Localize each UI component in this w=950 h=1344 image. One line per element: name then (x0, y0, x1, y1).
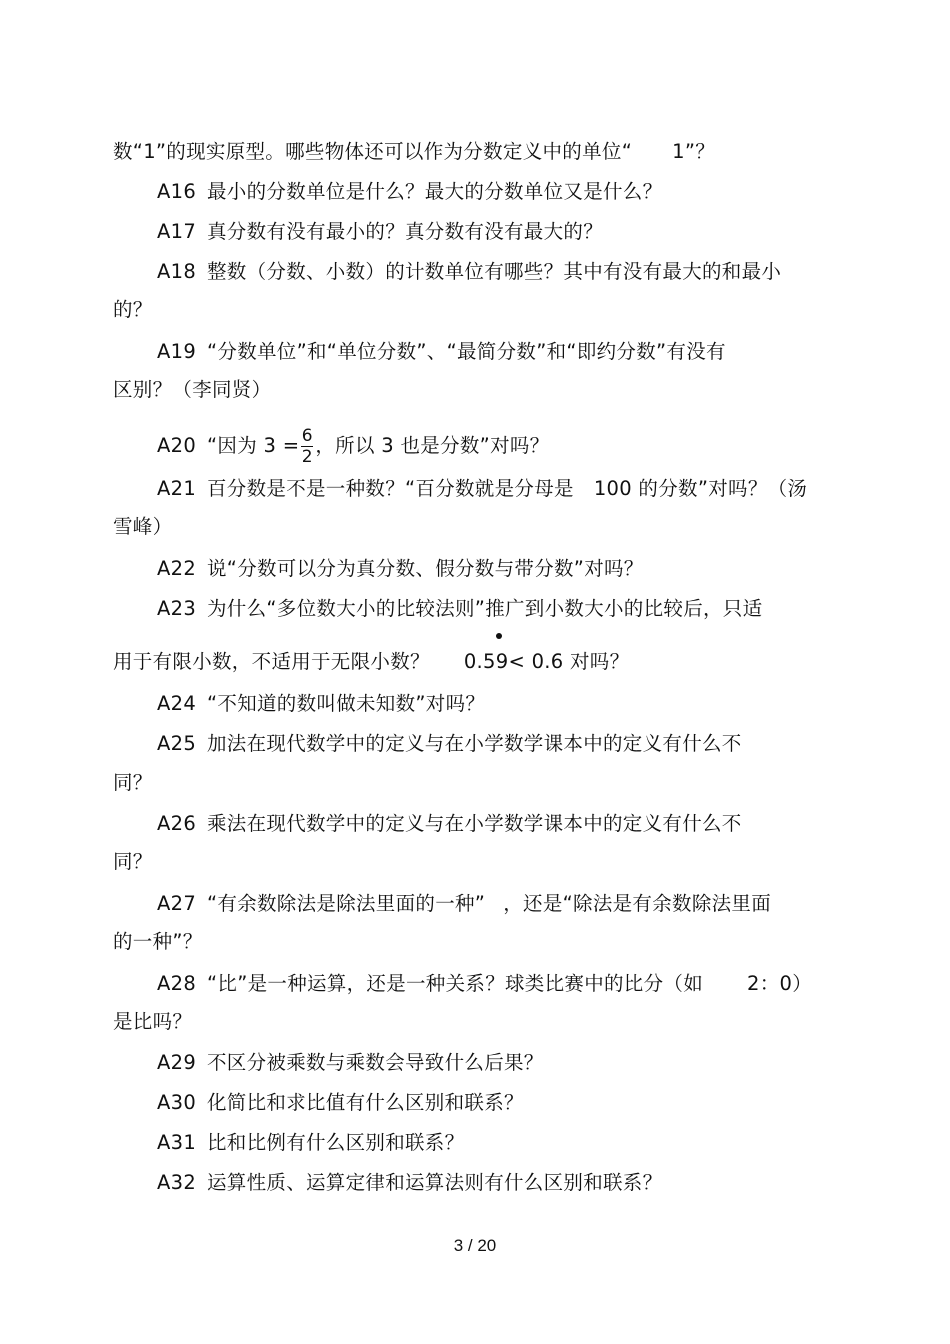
question-continuation: 用于有限小数，不适用于无限小数？ 0.59< 0.6 对吗？ (113, 650, 629, 674)
question-text: 加法在现代数学中的定义与在小学数学课本中的定义有什么不 (207, 732, 742, 755)
question-text: 乘法在现代数学中的定义与在小学数学课本中的定义有什么不 (207, 812, 742, 835)
repeating-decimal: 0.59 (464, 650, 509, 674)
question-a27 (157, 892, 771, 916)
question-text: 100 的分数”对吗？（汤 (593, 477, 808, 500)
question-text: ，所以 3 也是分数”对吗？ (315, 434, 550, 457)
question-continuation: 是比吗？ (113, 1010, 193, 1033)
question-number: A18 (157, 260, 197, 283)
question-number: A27 (157, 892, 197, 915)
question-a19 (157, 340, 726, 364)
question-text: 化简比和求比值有什么区别和联系？ (207, 1091, 524, 1114)
question-text: 真分数有没有最小的？真分数有没有最大的？ (207, 220, 604, 243)
question-text: 比和比例有什么区别和联系？ (207, 1131, 465, 1154)
page-number: 3 / 20 (453, 1236, 497, 1255)
question-a17 (157, 220, 603, 244)
question-a29 (157, 1051, 544, 1075)
question-a20 (157, 426, 549, 467)
question-number: A24 (157, 692, 197, 715)
question-text: “分数单位”和“单位分数”、“最简分数”和“即约分数”有没有 (207, 340, 726, 363)
question-text: 为什么“多位数大小的比较法则”推广到小数大小的比较后，只适 (207, 597, 763, 620)
fraction: $\frac{6}{2}$ (301, 426, 313, 467)
question-text: 不区分被乘数与乘数会导致什么后果？ (207, 1051, 544, 1074)
question-number: A16 (157, 180, 197, 203)
question-a16 (157, 180, 662, 204)
question-number: A28 (157, 972, 197, 995)
question-number: A19 (157, 340, 197, 363)
question-number: A25 (157, 732, 197, 755)
question-text: “不知道的数叫做未知数”对吗？ (207, 692, 486, 715)
paragraph-line: 数“1”的现实原型。哪些物体还可以作为分数定义中的单位“ 1”？ (113, 140, 716, 163)
question-a22 (157, 557, 644, 581)
question-number: A29 (157, 1051, 197, 1074)
question-number: A32 (157, 1171, 197, 1194)
question-text: 说“分数可以分为真分数、假分数与带分数”对吗？ (207, 557, 644, 580)
question-continuation: 的？ (113, 298, 153, 321)
question-a23 (157, 597, 762, 621)
question-number: A31 (157, 1131, 197, 1154)
question-number: A30 (157, 1091, 197, 1114)
question-number: A26 (157, 812, 197, 835)
question-continuation: 雪峰） (113, 515, 173, 538)
question-text: ，还是“除法是有余数除法里面 (503, 892, 772, 915)
question-number: A21 (157, 477, 197, 500)
question-a28 (157, 972, 812, 996)
question-a31 (157, 1131, 464, 1155)
question-text: 2：0） (747, 972, 813, 995)
question-a26 (157, 812, 742, 836)
question-text: “比”是一种运算，还是一种关系？球类比赛中的比分（如 (207, 972, 704, 995)
question-text: 运算性质、运算定律和运算法则有什么区别和联系？ (207, 1171, 663, 1194)
question-text: 百分数是不是一种数？“百分数就是分母是 (207, 477, 574, 500)
question-continuation: 区别？（李同贤） (113, 378, 272, 401)
question-continuation: 同？ (113, 771, 153, 794)
question-text: “有余数除法是除法里面的一种” (207, 892, 486, 915)
question-text: 最小的分数单位是什么？最大的分数单位又是什么？ (207, 180, 663, 203)
question-a21 (157, 477, 807, 501)
question-a30 (157, 1091, 524, 1115)
question-a18 (157, 260, 781, 284)
repeating-dot-icon (496, 633, 502, 639)
question-number: A17 (157, 220, 197, 243)
question-continuation: 同？ (113, 850, 153, 873)
question-a25 (157, 732, 742, 756)
question-a32 (157, 1171, 662, 1195)
question-text: 整数（分数、小数）的计数单位有哪些？其中有没有最大的和最小 (207, 260, 782, 283)
question-text: “因为 3 = (207, 434, 300, 457)
question-continuation: 的一种”？ (113, 930, 203, 953)
question-number: A20 (157, 434, 197, 457)
question-a24 (157, 692, 485, 716)
question-number: A22 (157, 557, 197, 580)
question-number: A23 (157, 597, 197, 620)
